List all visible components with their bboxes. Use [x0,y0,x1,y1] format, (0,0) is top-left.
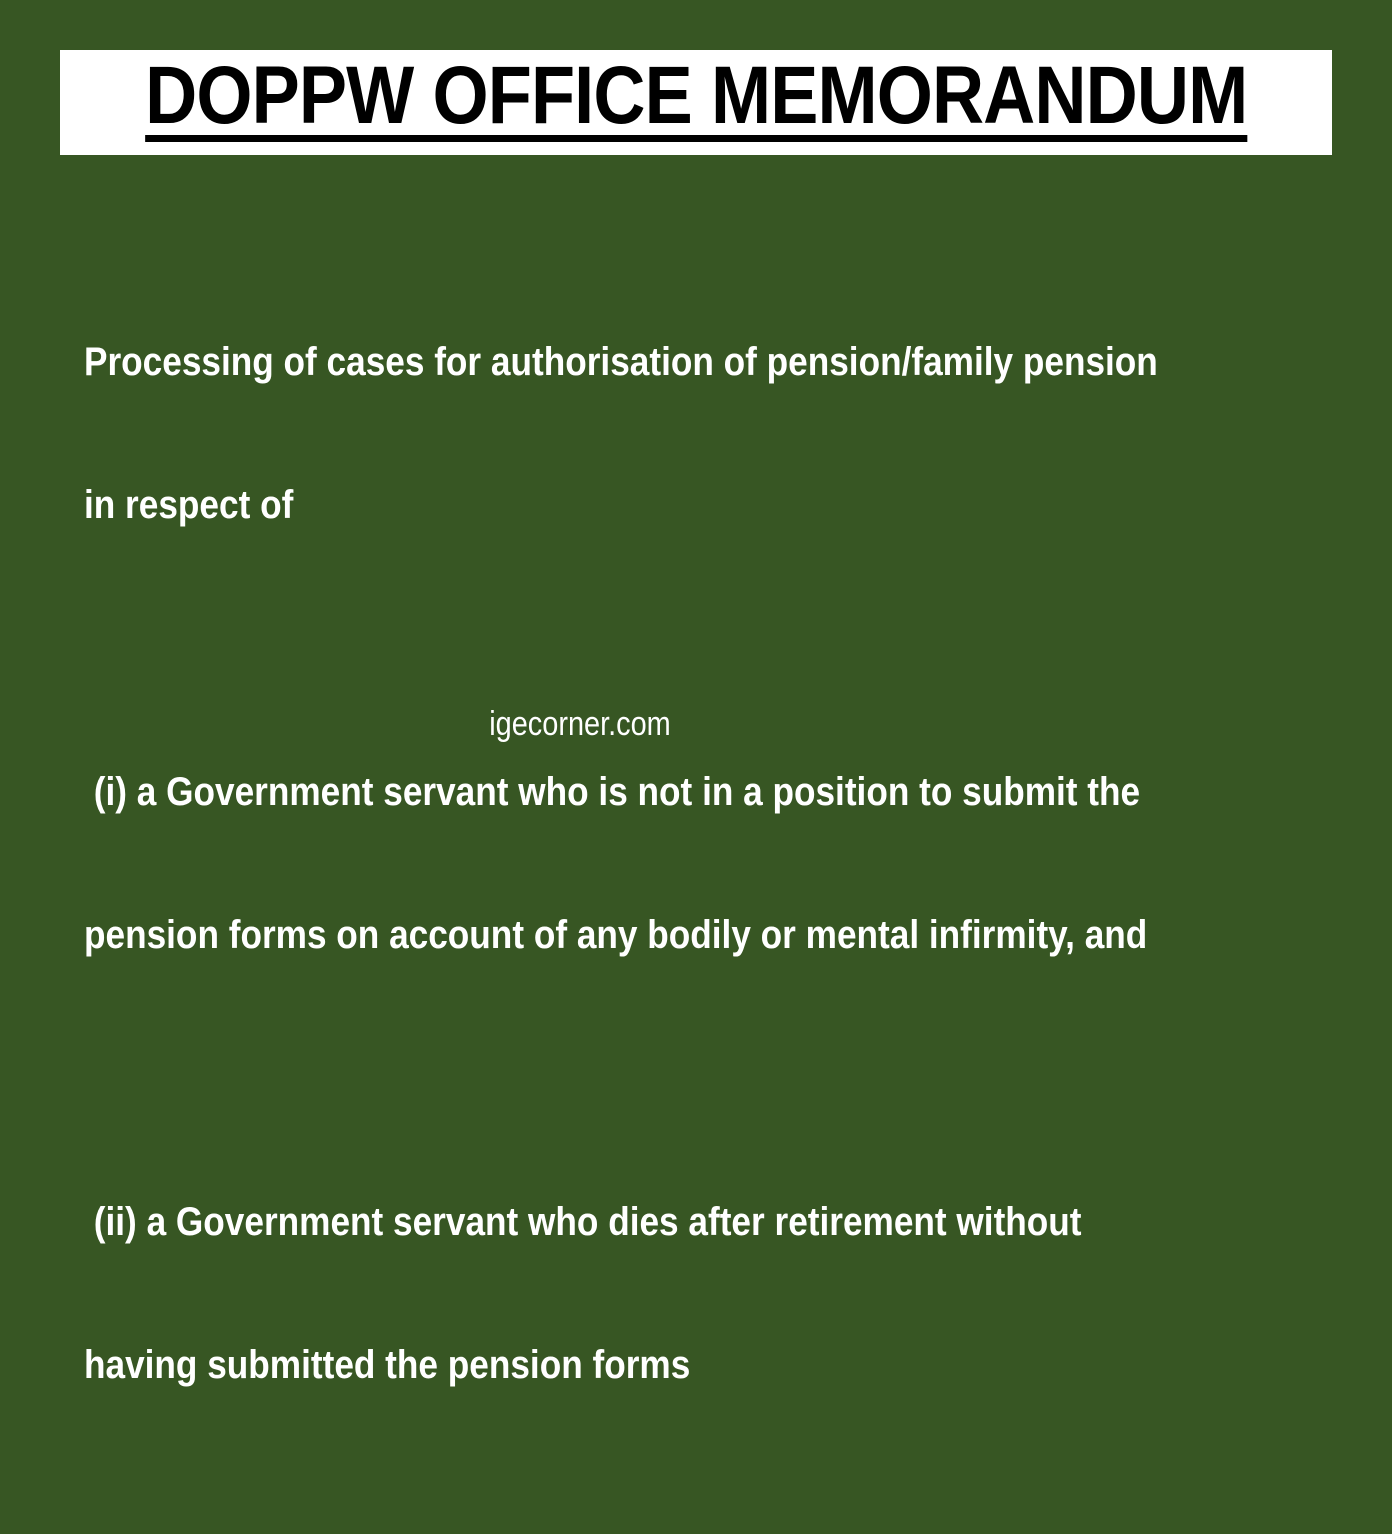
memo-body [84,244,1384,1534]
intro-line-1: Processing of cases for authorisation of pension/family pension [84,340,1158,384]
memo-title: DOPPW OFFICE MEMORANDUM [144,49,1248,141]
paragraph-intro [84,244,1228,624]
title-banner [60,50,1332,155]
item-ii-line-1: (ii) a Government servant who dies after retirement without [84,1200,1082,1244]
item-ii-line-2: having submitted the pension forms [84,1342,691,1387]
item-i-line-2: pension forms on account of any bodily or mental infirmity, and [84,912,1148,957]
paragraph-item-ii [84,1104,1228,1484]
intro-line-2: in respect of [84,482,294,527]
website-label: igecorner.com [489,705,671,743]
item-i-line-1: (i) a Government servant who is not in a position to submit the [84,770,1141,814]
